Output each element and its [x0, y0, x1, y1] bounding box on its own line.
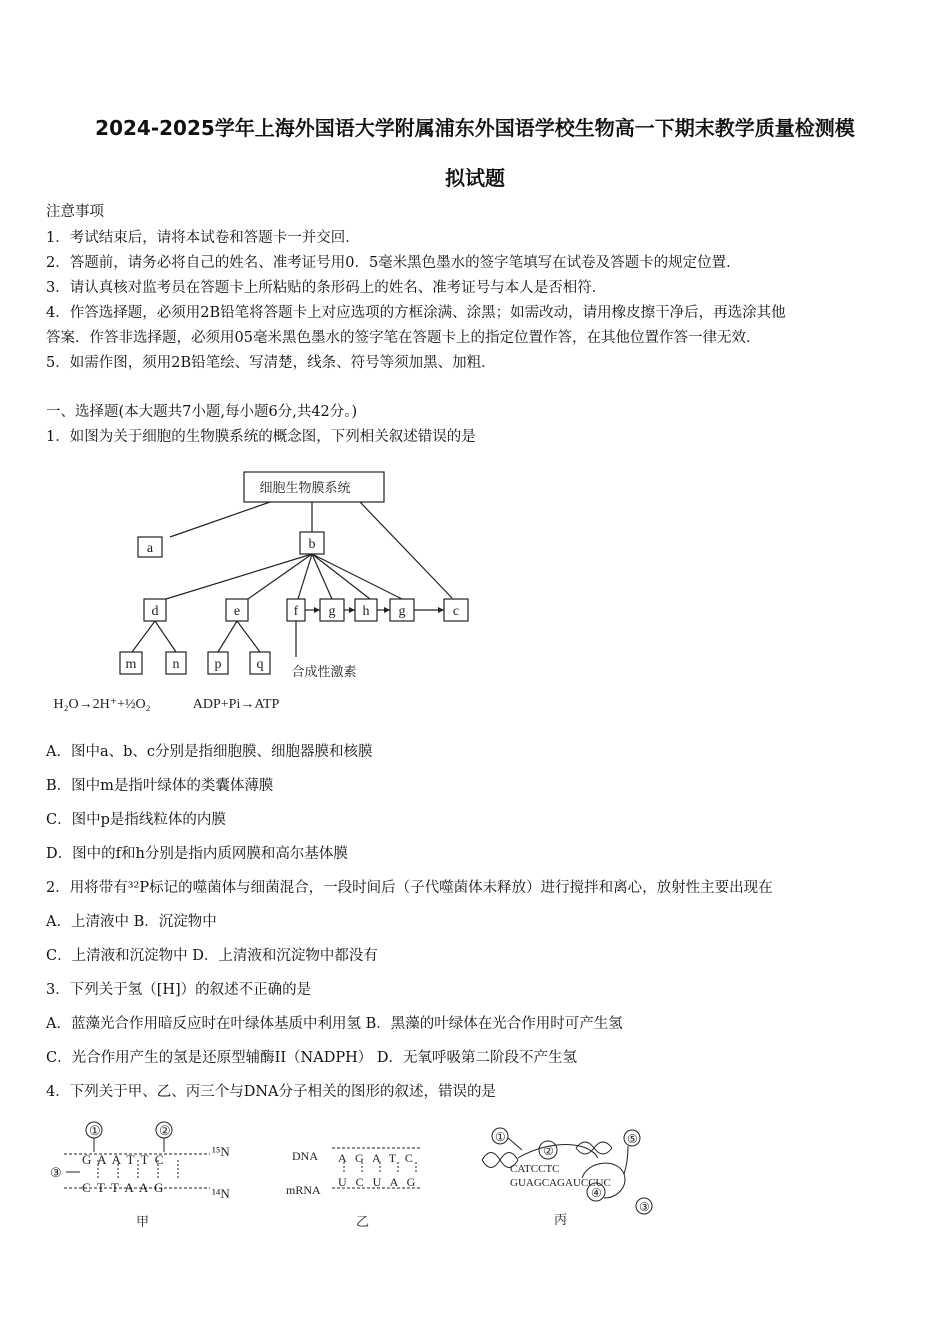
q3-options-cd: C．光合作用产生的氢是还原型辅酶II（NADPH） D．无氧呼吸第二阶段不产生氢: [46, 1050, 577, 1066]
svg-text:H₂O→2H⁺+½O₂: H₂O→2H⁺+½O₂: [53, 697, 151, 712]
svg-text:④: ④: [591, 1186, 602, 1200]
svg-text:a: a: [146, 541, 154, 556]
notice-2: 2．答题前，请务必将自己的姓名、准考证号用0．5毫米黑色墨水的签字笔填写在试卷及答题卡的规定位置．: [46, 255, 741, 271]
svg-text:丙: 丙: [554, 1212, 568, 1227]
svg-text:¹⁴N: ¹⁴N: [212, 1186, 230, 1201]
svg-text:①: ①: [495, 1130, 506, 1144]
q1-option-a: A．图中a、b、c分别是指细胞膜、细胞器膜和核膜: [46, 744, 373, 760]
svg-text:m: m: [125, 657, 137, 672]
svg-text:GUAGCAGAUCCUC: GUAGCAGAUCCUC: [510, 1177, 611, 1189]
svg-text:A G A T C: A G A T C: [338, 1151, 413, 1165]
svg-text:乙: 乙: [356, 1214, 370, 1229]
svg-text:d: d: [151, 604, 159, 619]
notice-1: 1．考试结束后，请将本试卷和答题卡一并交回．: [46, 230, 360, 246]
svg-text:G A A T T C: G A A T T C: [82, 1152, 164, 1167]
q1-stem: 1．如图为关于细胞的生物膜系统的概念图，下列相关叙述错误的是: [46, 429, 476, 445]
svg-text:DNA: DNA: [292, 1149, 318, 1163]
notice-3: 3．请认真核对监考员在答题卡上所粘贴的条形码上的姓名、准考证号与本人是否相符．: [46, 280, 607, 296]
svg-text:b: b: [308, 537, 316, 552]
q1-option-d: D．图中的f和h分别是指内质网膜和高尔基体膜: [46, 846, 348, 862]
svg-text:③: ③: [639, 1200, 650, 1214]
q3-stem: 3．下列关于氢（[H]）的叙述不正确的是: [46, 982, 312, 998]
notice-4: 4．作答选择题，必须用2B铅笔将答题卡上对应选项的方框涂满、涂黑；如需改动，请用橡皮擦干净后，再选涂其他: [46, 305, 786, 321]
svg-text:n: n: [172, 657, 180, 672]
svg-text:③: ③: [50, 1165, 62, 1180]
svg-text:⑤: ⑤: [627, 1132, 638, 1146]
section-heading: 一、选择题(本大题共7小题,每小题6分,共42分。): [46, 404, 358, 420]
svg-text:¹⁵N: ¹⁵N: [212, 1144, 230, 1159]
q4-stem: 4．下列关于甲、乙、丙三个与DNA分子相关的图形的叙述，错误的是: [46, 1084, 497, 1100]
svg-text:h: h: [362, 604, 370, 619]
svg-text:g: g: [328, 604, 336, 619]
title-line-2: 拟试题: [445, 166, 505, 190]
svg-text:②: ②: [543, 1144, 554, 1158]
q1-option-b: B．图中m是指叶绿体的类囊体薄膜: [46, 778, 274, 794]
svg-text:mRNA: mRNA: [286, 1183, 321, 1197]
q2-options-cd: C．上清液和沉淀物中 D．上清液和沉淀物中都没有: [46, 948, 378, 964]
q4-figure-bing: [478, 1120, 678, 1234]
notice-4-cont: 答案．作答非选择题，必须用05毫米黑色墨水的签字笔在答题卡上的指定位置作答，在其他位置作答一律无效．: [46, 330, 761, 346]
q4-figure-yi: [286, 1136, 436, 1234]
svg-text:c: c: [452, 604, 460, 619]
svg-text:U C U A G: U C U A G: [338, 1175, 416, 1189]
svg-text:ADP+Pi→ATP: ADP+Pi→ATP: [192, 697, 280, 712]
q2-stem: 2．用将带有³²P标记的噬菌体与细菌混合，一段时间后（子代噬菌体未释放）进行搅拌和离心，放射性主要出现在: [46, 880, 773, 896]
svg-text:CATCCTC: CATCCTC: [510, 1163, 560, 1175]
svg-text:e: e: [233, 604, 241, 619]
svg-text:甲: 甲: [136, 1214, 150, 1229]
svg-text:f: f: [293, 604, 299, 619]
svg-text:q: q: [256, 657, 264, 672]
svg-text:g: g: [398, 604, 406, 619]
q2-options-ab: A．上清液中 B．沉淀物中: [46, 914, 217, 930]
svg-text:①: ①: [89, 1123, 101, 1138]
svg-text:p: p: [214, 657, 222, 672]
svg-text:合成性激素: 合成性激素: [291, 664, 357, 679]
svg-text:C T T A A G: C T T A A G: [82, 1180, 164, 1195]
svg-text:②: ②: [159, 1123, 171, 1138]
title-line-1: 2024-2025学年上海外国语大学附属浦东外国语学校生物高一下期末教学质量检测模: [95, 116, 855, 140]
q3-options-ab: A．蓝藻光合作用暗反应时在叶绿体基质中利用氢 B．黑藻的叶绿体在光合作用时可产生氢: [46, 1016, 623, 1032]
notice-5: 5．如需作图，须用2B铅笔绘、写清楚，线条、符号等须加黑、加粗．: [46, 355, 496, 371]
q4-figure-jia: [44, 1116, 244, 1234]
root-label: 细胞生物膜系统: [259, 480, 351, 495]
notice-heading: 注意事项: [46, 204, 104, 220]
q1-concept-diagram: [40, 462, 490, 722]
q1-option-c: C．图中p是指线粒体的内膜: [46, 812, 226, 828]
